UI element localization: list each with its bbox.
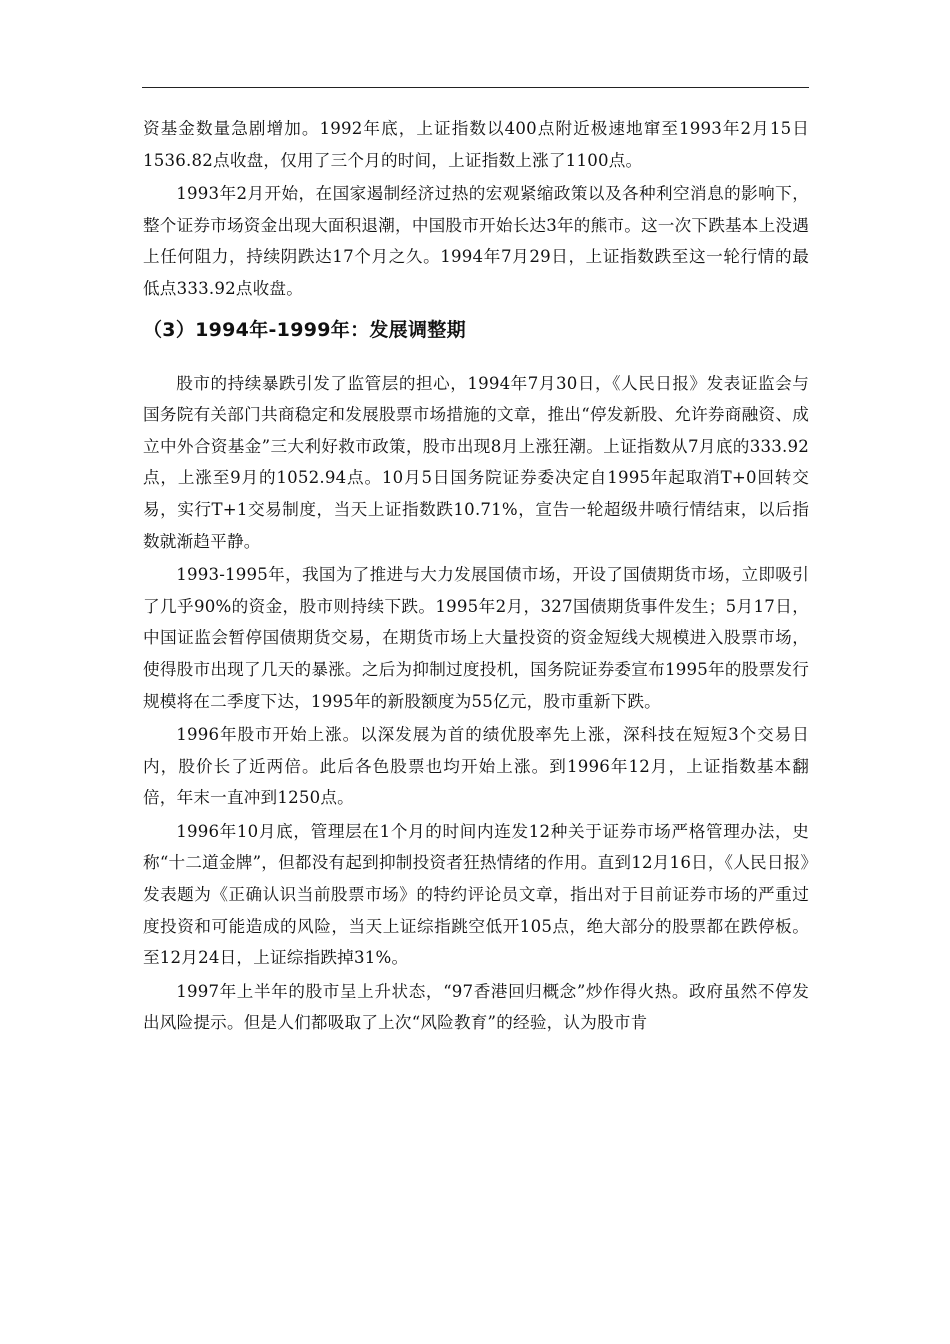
document-body bbox=[143, 113, 809, 1039]
section-heading: （3）1994年-1999年：发展调整期 bbox=[143, 318, 466, 341]
paragraph: 1996年股市开始上涨。以深发展为首的绩优股率先上涨，深科技在短短3个交易日内，股价长了近两倍。此后各色股票也均开始上涨。到1996年12月，上证指数基本翻倍，年末一直冲到1250点。 bbox=[143, 725, 809, 808]
paragraph: 资基金数量急剧增加。1992年底，上证指数以400点附近极速地窜至1993年2月15日1536.82点收盘，仅用了三个月的时间，上证指数上涨了1100点。 bbox=[143, 119, 809, 170]
header-rule bbox=[142, 87, 809, 88]
paragraph: 1993年2月开始，在国家遏制经济过热的宏观紧缩政策以及各种利空消息的影响下，整个证券市场资金出现大面积退潮，中国股市开始长达3年的熊市。这一次下跌基本上没遇上任何阻力，持续阴跌达17个月之久。1994年7月29日，上证指数跌至这一轮行情的最低点333.92点收盘。 bbox=[143, 184, 809, 298]
paragraph: 1996年10月底，管理层在1个月的时间内连发12种关于证券市场严格管理办法，史称“十二道金牌”，但都没有起到抑制投资者狂热情绪的作用。直到12月16日，《人民日报》发表题为《正确认识当前股票市场》的特约评论员文章，指出对于目前证券市场的严重过度投资和可能造成的风险，当天上证综指跳空低开105点，绝大部分的股票都在跌停板。至12月24日，上证综指跌掉31%。 bbox=[143, 821, 809, 968]
paragraph: 1997年上半年的股市呈上升状态，“97香港回归概念”炒作得火热。政府虽然不停发出风险提示。但是人们都吸取了上次“风险教育”的经验，认为股市肯 bbox=[143, 981, 809, 1033]
paragraph: 1993-1995年，我国为了推进与大力发展国债市场，开设了国债期货市场，立即吸引了几乎90%的资金，股市则持续下跌。1995年2月，327国债期货事件发生；5月17日，中国证监会暂停国债期货交易，在期货市场上大量投资的资金短线大规模进入股票市场，使得股市出现了几天的暴涨。之后为抑制过度投机，国务院证券委宣布1995年的股票发行规模将在二季度下达，1995年的新股额度为55亿元，股市重新下跌。 bbox=[143, 565, 809, 711]
paragraph: 股市的持续暴跌引发了监管层的担心，1994年7月30日，《人民日报》发表证监会与国务院有关部门共商稳定和发展股票市场措施的文章，推出“停发新股、允许券商融资、成立中外合资基金”三大利好救市政策，股市出现8月上涨狂潮。上证指数从7月底的333.92点，上涨至9月的1052.94点。10月5日国务院证券委决定自1995年起取消T+0回转交易，实行T+1交易制度，当天上证指数跌10.71%，宣告一轮超级井喷行情结束，以后指数就渐趋平静。 bbox=[143, 373, 809, 551]
